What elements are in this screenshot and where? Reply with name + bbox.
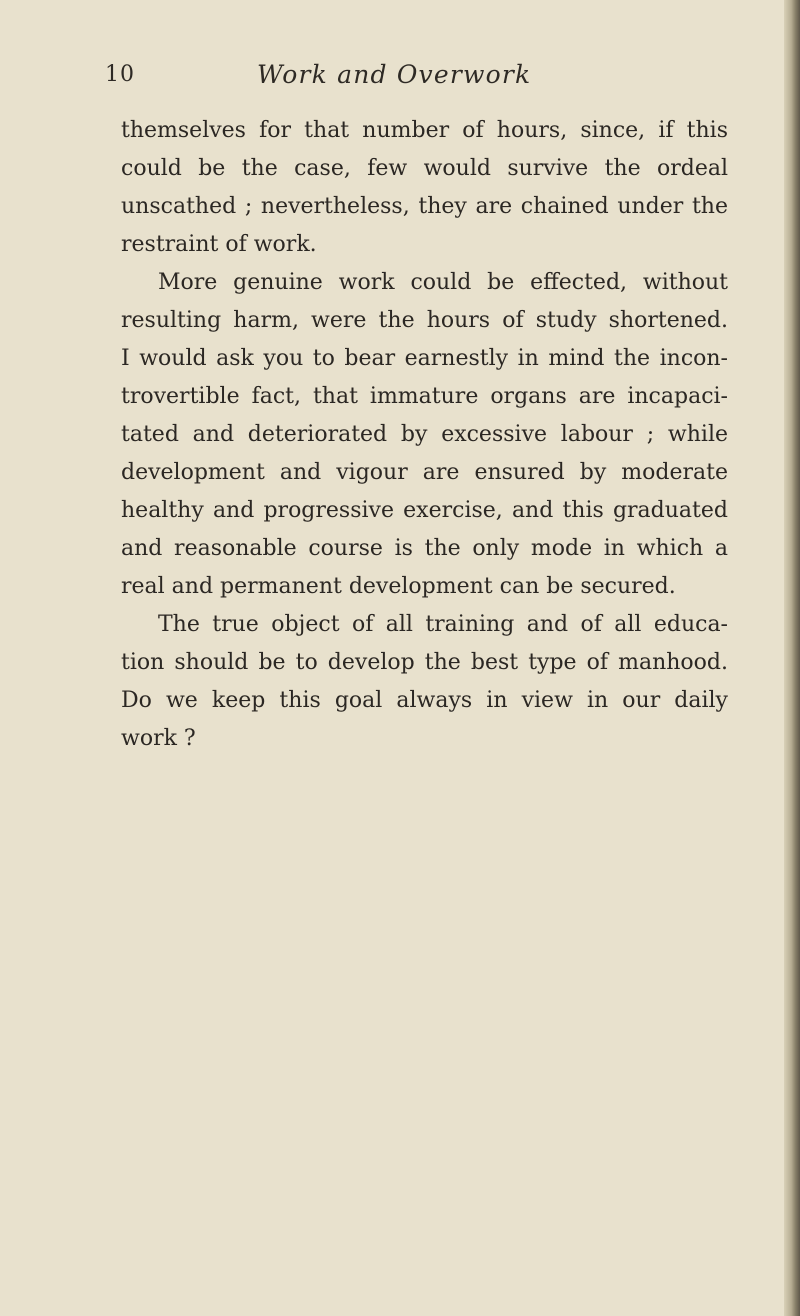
running-head <box>105 62 745 102</box>
text-line: Do we keep this goal always in view in our daily <box>121 688 728 713</box>
text-line: and reasonable course is the only mode in which a <box>121 536 728 561</box>
text-line: tion should be to develop the best type of manhood. <box>121 650 728 675</box>
running-title: Work and Overwork <box>257 60 532 89</box>
page-number: 10 <box>105 62 135 87</box>
text-line: unscathed ; nevertheless, they are chained under the <box>121 194 728 219</box>
text-line: restraint of work. <box>121 232 317 257</box>
text-line: trovertible fact, that immature organs are incapaci- <box>121 384 728 409</box>
text-line: could be the case, few would survive the ordeal <box>121 156 728 181</box>
text-line: development and vigour are ensured by moderate <box>121 460 728 485</box>
text-line: tated and deteriorated by excessive labour ; while <box>121 422 728 447</box>
paragraph-start-line: More genuine work could be effected, without <box>158 270 728 295</box>
page-edge-shadow <box>784 0 800 1316</box>
paragraph-start-line: The true object of all training and of all educa- <box>158 612 728 637</box>
text-line: themselves for that number of hours, since, if this <box>121 118 728 143</box>
text-line: I would ask you to bear earnestly in mind the incon- <box>121 346 728 371</box>
text-line: resulting harm, were the hours of study shortened. <box>121 308 728 333</box>
text-line: healthy and progressive exercise, and this graduated <box>121 498 728 523</box>
text-line: real and permanent development can be secured. <box>121 574 676 599</box>
text-line: work ? <box>121 726 196 751</box>
